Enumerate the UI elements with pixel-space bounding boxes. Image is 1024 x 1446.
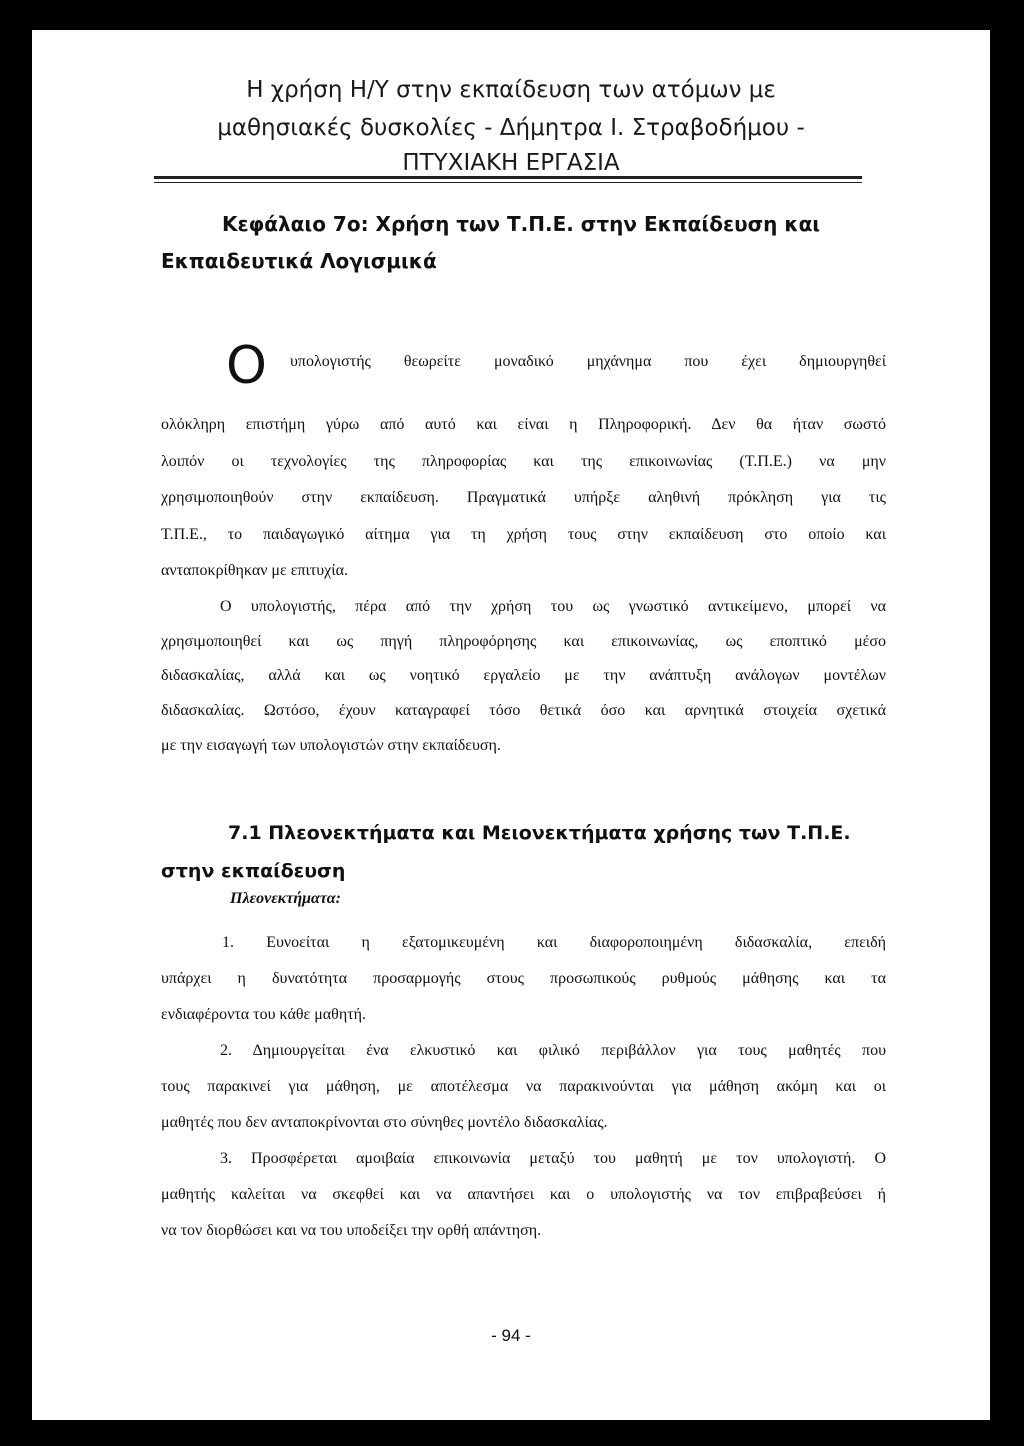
advantage-item-line: 1. Ευνοείται η εξατομικευμένη και διαφοροποιημένη διδασκαλία, επειδή: [222, 934, 886, 951]
chapter-title-line-1: Κεφάλαιο 7ο: Χρήση των Τ.Π.Ε. στην Εκπαίδευση και: [222, 212, 821, 236]
advantage-item-line: τους παρακινεί για μάθηση, με αποτέλεσμα να παρακινούνται για μάθηση ακόμη και οι: [161, 1078, 886, 1095]
paragraph-line: χρησιμοποιηθεί και ως πηγή πληροφόρησης και επικοινωνίας, ως εποπτικό μέσο: [161, 633, 886, 650]
intro-line: χρησιμοποιηθούν στην εκπαίδευση. Πραγματικά υπήρξε αληθινή πρόκληση για τις: [161, 489, 886, 506]
paragraph-line: διδασκαλίας, αλλά και ως νοητικό εργαλείο με την ανάπτυξη ανάλογων μοντέλων: [161, 667, 886, 684]
header-title-line-3: ΠΤΥΧΙΑΚΗ ΕΡΓΑΣΙΑ: [402, 150, 620, 176]
advantage-item-line: μαθητές που δεν ανταποκρίνονται στο σύνηθες μοντέλο διδασκαλίας.: [161, 1114, 608, 1131]
advantage-item-line: ενδιαφέροντα του κάθε μαθητή.: [161, 1006, 366, 1023]
advantage-item-line: υπάρχει η δυνατότητα προσαρμογής στους προσωπικούς ρυθμούς μάθησης και τα: [161, 970, 886, 987]
advantage-item-line: 3. Προσφέρεται αμοιβαία επικοινωνία μεταξύ του μαθητή με τον υπολογιστή. Ο: [220, 1150, 886, 1167]
paragraph-line: Ο υπολογιστής, πέρα από την χρήση του ως γνωστικό αντικείμενο, μπορεί να: [220, 598, 886, 615]
paragraph-line: διδασκαλίας. Ωστόσο, έχουν καταγραφεί τόσο θετικά όσο και αρνητικά στοιχεία σχετικά: [161, 702, 886, 719]
intro-first-line: υπολογιστής θεωρείτε μοναδικό μηχάνημα που έχει δημιουργηθεί: [290, 353, 886, 370]
intro-line: ολόκληρη επιστήμη γύρω από αυτό και είναι η Πληροφορική. Δεν θα ήταν σωστό: [161, 416, 886, 433]
header-title-line-1: Η χρήση Η/Υ στην εκπαίδευση των ατόμων με: [246, 77, 776, 103]
advantage-item-line: 2. Δημιουργείται ένα ελκυστικό και φιλικό περιβάλλον για τους μαθητές που: [220, 1042, 886, 1059]
header-rule-thick: [154, 176, 862, 179]
advantage-item-line: να τον διορθώσει και να του υποδείξει την ορθή απάντηση.: [161, 1222, 542, 1239]
section-heading-line-2: στην εκπαίδευση: [161, 860, 346, 882]
document-page: [32, 30, 990, 1420]
intro-line: Τ.Π.Ε., το παιδαγωγικό αίτημα για τη χρήση τους στην εκπαίδευση στο οποίο και: [161, 526, 886, 543]
intro-line: λοιπόν οι τεχνολογίες της πληροφορίας και της επικοινωνίας (Τ.Π.Ε.) να μην: [161, 453, 886, 470]
drop-cap: Ο: [226, 336, 267, 396]
paragraph-line: με την εισαγωγή των υπολογιστών στην εκπαίδευση.: [161, 737, 501, 754]
chapter-title-line-2: Εκπαιδευτικά Λογισμικά: [161, 249, 437, 273]
section-heading-line-1: 7.1 Πλεονεκτήματα και Μειονεκτήματα χρήσης των Τ.Π.Ε.: [228, 822, 851, 844]
advantage-item-line: μαθητής καλείται να σκεφθεί και να απαντήσει και ο υπολογιστής να τον επιβραβεύσει ή: [161, 1186, 886, 1203]
advantages-subheading: Πλεονεκτήματα:: [230, 890, 341, 907]
page-number: - 94 -: [491, 1326, 531, 1345]
intro-line: ανταποκρίθηκαν με επιτυχία.: [161, 562, 348, 579]
header-title-line-2: μαθησιακές δυσκολίες - Δήμητρα Ι. Στραβοδήμου -: [217, 115, 805, 141]
header-rule-thin: [154, 182, 862, 183]
